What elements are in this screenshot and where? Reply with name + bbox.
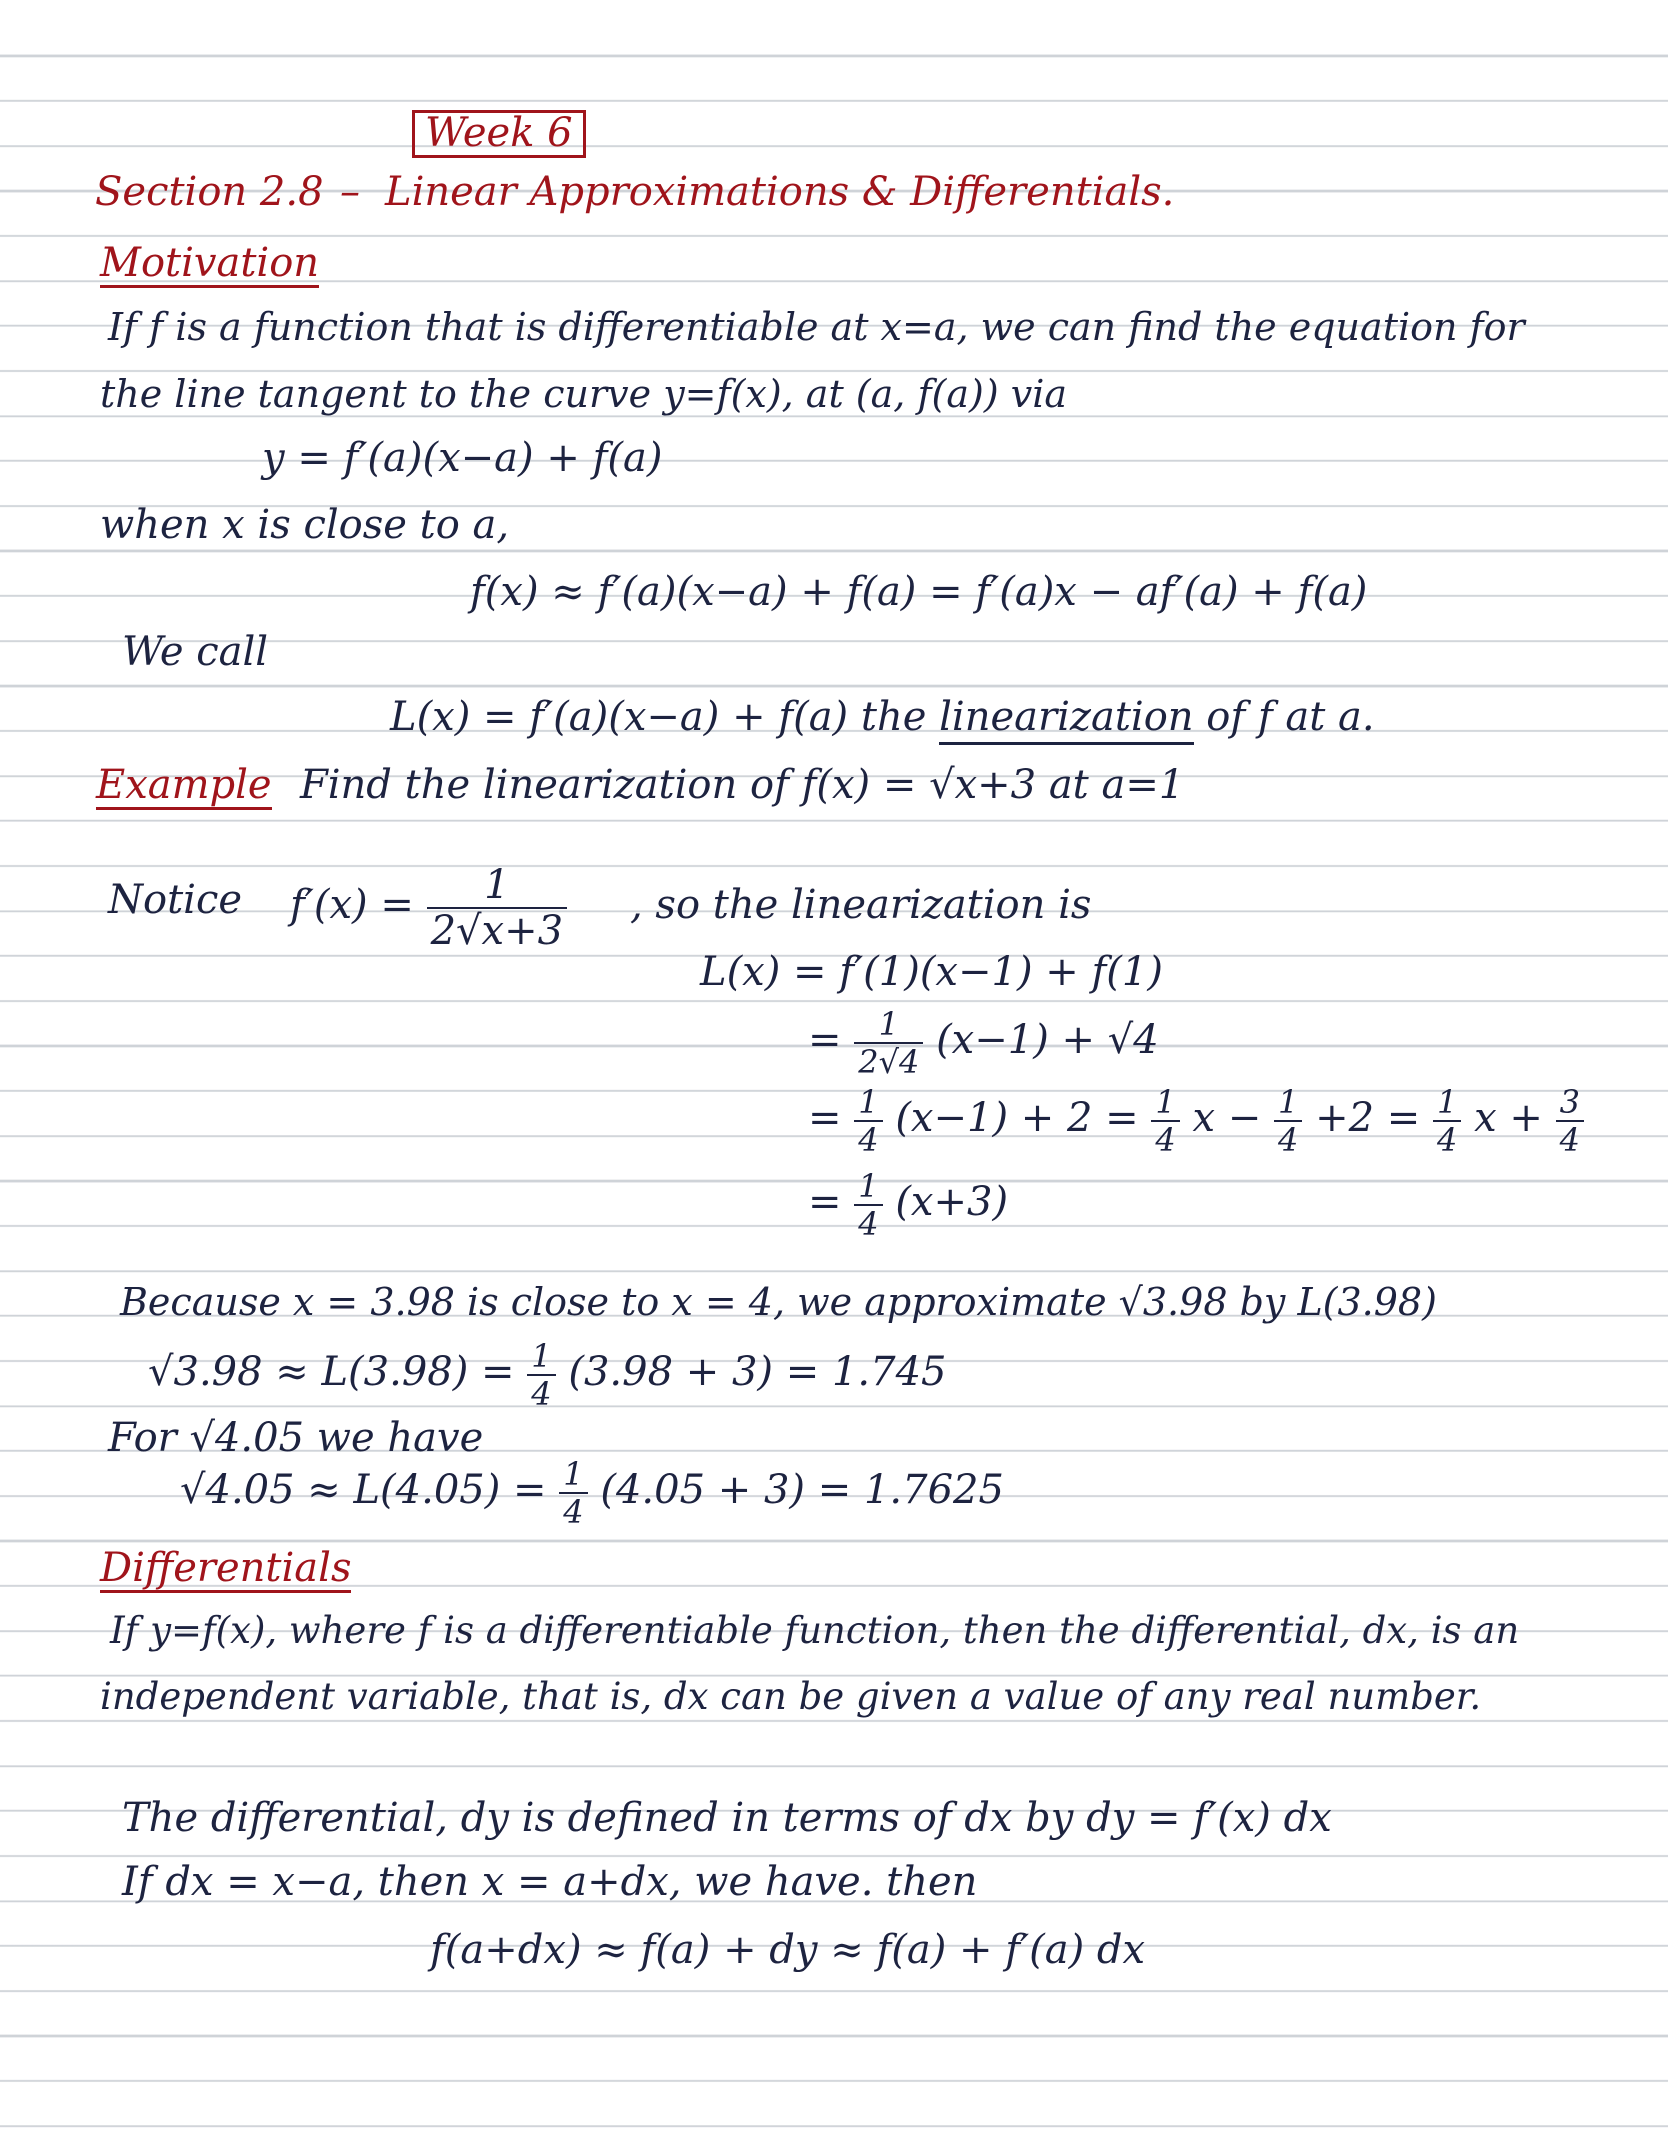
step3-fraction-a-den: 4 (858, 1121, 879, 1159)
approx2-denominator: 4 (563, 1493, 584, 1531)
approx1-tail: (3.98 + 3) = 1.745 (568, 1349, 947, 1395)
derivative-lhs: f′(x) = (290, 882, 414, 928)
because-line: Because x = 3.98 is close to x = 4, we approximate √3.98 by L(3.98) (120, 1280, 1437, 1324)
linearization-word: linearization (939, 694, 1193, 745)
approx2-fraction (559, 1455, 587, 1531)
step4-fraction (854, 1167, 882, 1243)
section-dash: – (340, 169, 360, 215)
step3-x-plus: x + (1474, 1095, 1543, 1141)
we-call-text: We call (122, 629, 269, 675)
differentials-line-1: If y=f(x), where f is a differentiable function, then the differential, dx, is an (110, 1609, 1520, 1652)
differentials-line-3: The differential, dy is defined in terms of dx by dy = f′(x) dx (122, 1795, 1332, 1841)
approx1-numerator: 1 (527, 1340, 555, 1376)
differentials-heading: Differentials (100, 1545, 352, 1591)
step4-equals: = (808, 1179, 842, 1225)
approx1-denominator: 4 (531, 1375, 552, 1413)
step3-fraction-b-num: 1 (1151, 1086, 1179, 1122)
step3-plus-two: +2 = (1315, 1095, 1421, 1141)
step2-tail: (x−1) + √4 (936, 1017, 1159, 1063)
approx2-tail: (4.05 + 3) = 1.7625 (600, 1467, 1004, 1513)
motivation-heading: Motivation (100, 240, 320, 286)
step3-fraction-b-den: 4 (1155, 1121, 1176, 1159)
derivative-expression (290, 862, 567, 954)
linearization-formula: L(x) = f′(a)(x−a) + f(a) (390, 694, 849, 740)
step3-fraction-a (854, 1083, 882, 1159)
step2-fraction (854, 1005, 923, 1081)
so-linearization-text: , so the linearization is (630, 882, 1092, 928)
notice-label: Notice (108, 877, 243, 923)
section-title: Linear Approximations & Differentials. (385, 169, 1175, 215)
motivation-line-3: when x is close to a, (100, 502, 510, 548)
differentials-line-2: independent variable, that is, dx can be given a value of any real number. (100, 1675, 1482, 1718)
approximation-equation: f(x) ≈ f′(a)(x−a) + f(a) = f′(a)x − af′(a) + f(a) (470, 569, 1368, 615)
approx2-lhs: √4.05 ≈ L(4.05) = (180, 1467, 547, 1513)
step3-fraction-c (1274, 1083, 1302, 1159)
step2-denominator: 2√4 (858, 1043, 920, 1081)
step4-numerator: 1 (854, 1170, 882, 1206)
step3-fraction-c-den: 4 (1277, 1121, 1299, 1159)
derivative-numerator: 1 (427, 865, 567, 909)
derivative-denominator: 2√x+3 (430, 908, 564, 954)
step3-equals: = (808, 1095, 842, 1141)
step2-numerator: 1 (854, 1008, 923, 1044)
approx2-numerator: 1 (559, 1458, 587, 1494)
step3-fraction-a-num: 1 (854, 1086, 882, 1122)
approx1-fraction (527, 1337, 555, 1413)
linearization-tail: of f at a. (1206, 694, 1375, 740)
linearization-step-3 (808, 1083, 1584, 1159)
derivative-fraction (427, 862, 567, 954)
differentials-line-5: f(a+dx) ≈ f(a) + dy ≈ f(a) + f′(a) dx (430, 1927, 1146, 1973)
the-word: the (860, 694, 927, 740)
step3-fraction-b (1151, 1083, 1179, 1159)
step3-fraction-c-num: 1 (1274, 1086, 1302, 1122)
for-sqrt-line: For √4.05 we have (108, 1415, 484, 1461)
step4-tail: (x+3) (895, 1179, 1009, 1225)
approximation-1 (148, 1337, 947, 1413)
linearization-step-1: L(x) = f′(1)(x−1) + f(1) (700, 949, 1163, 995)
step3-x-minus: x − (1192, 1095, 1262, 1141)
step3-fraction-e (1556, 1083, 1584, 1159)
week-label: Week 6 (412, 110, 586, 158)
motivation-line-1: If f is a function that is differentiable at x=a, we can find the equation for (108, 305, 1525, 349)
tangent-equation: y = f′(a)(x−a) + f(a) (262, 435, 663, 481)
motivation-line-2: the line tangent to the curve y=f(x), at (a, f(a)) via (100, 372, 1067, 416)
section-number: Section 2.8 (95, 169, 324, 215)
example-label: Example (96, 762, 272, 808)
step4-denominator: 4 (858, 1205, 879, 1243)
linearization-step-2 (808, 1005, 1159, 1081)
approx1-lhs: √3.98 ≈ L(3.98) = (148, 1349, 515, 1395)
example-task: Find the linearization of f(x) = √x+3 at a=1 (300, 762, 1185, 808)
differentials-line-4: If dx = x−a, then x = a+dx, we have. then (122, 1859, 978, 1905)
step3-fraction-e-den: 4 (1559, 1121, 1580, 1159)
linearization-definition (390, 694, 1375, 740)
linearization-step-4 (808, 1167, 1009, 1243)
step3-fraction-e-num: 3 (1556, 1086, 1584, 1122)
step3-fraction-d-den: 4 (1436, 1121, 1458, 1159)
step3-mid: (x−1) + 2 = (895, 1095, 1139, 1141)
step2-equals: = (808, 1017, 842, 1063)
step3-fraction-d (1433, 1083, 1461, 1159)
approximation-2 (180, 1455, 1004, 1531)
step3-fraction-d-num: 1 (1433, 1086, 1461, 1122)
